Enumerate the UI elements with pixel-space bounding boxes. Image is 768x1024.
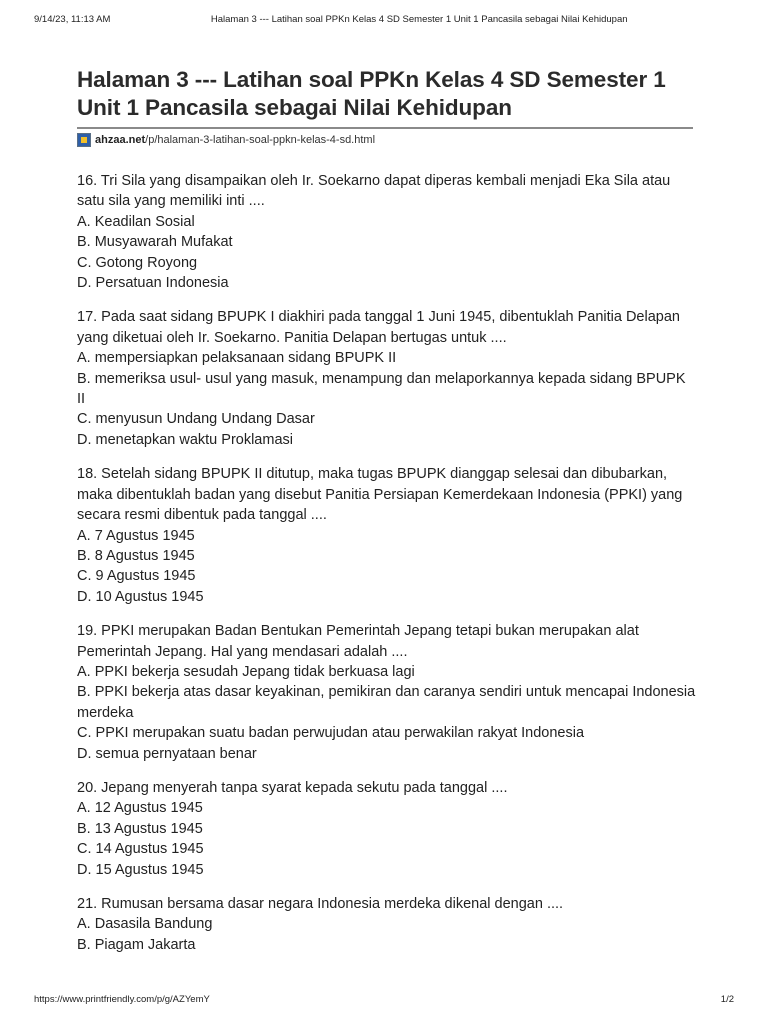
print-footer [34, 994, 734, 1005]
print-datetime: 9/14/23, 11:13 AM [34, 14, 111, 25]
question-text: 21. Rumusan bersama dasar negara Indonesia merdeka dikenal dengan .... [77, 896, 564, 912]
answer-option: C. 14 Agustus 1945 [77, 841, 204, 858]
question-text: 18. Setelah sidang BPUPK II ditutup, maka tugas BPUPK dianggap selesai dan dibubarkan, maka dibentuklah badan yang disebut Panitia Persiapan Kemerdekaan Indonesia (PPKI) yang secara resmi dibentuk pada tanggal .... [77, 466, 683, 524]
page-number: 1/2 [720, 994, 734, 1005]
question-20 [77, 778, 697, 880]
page-title: Halaman 3 --- Latihan soal PPKn Kelas 4 SD Semester 1 Unit 1 Pancasila sebagai Nilai Kehidupan [77, 67, 666, 120]
answer-option: B. PPKI bekerja atas dasar keyakinan, pemikiran dan caranya sendiri untuk mencapai Indonesia merdeka [77, 684, 696, 721]
answer-option: C. PPKI merupakan suatu badan perwujudan atau perwakilan rakyat Indonesia [77, 725, 585, 742]
answer-option: A. 12 Agustus 1945 [77, 800, 203, 817]
answer-option: B. 8 Agustus 1945 [77, 547, 195, 564]
answer-option: A. PPKI bekerja sesudah Jepang tidak berkuasa lagi [77, 663, 415, 680]
question-list [77, 171, 697, 969]
answer-option: B. 13 Agustus 1945 [77, 820, 203, 837]
question-16 [77, 171, 697, 293]
site-favicon-icon [77, 133, 91, 147]
source-domain[interactable]: ahzaa.net [95, 134, 146, 146]
answer-option: D. Persatuan Indonesia [77, 275, 229, 292]
answer-option: C. Gotong Royong [77, 254, 198, 271]
answer-option: D. menetapkan waktu Proklamasi [77, 431, 293, 448]
question-text: 19. PPKI merupakan Badan Bentukan Pemerintah Jepang tetapi bukan merupakan alat Pemerintah Jepang. Hal yang mendasari adalah .... [77, 623, 639, 660]
answer-option: A. 7 Agustus 1945 [77, 527, 195, 544]
question-text: 17. Pada saat sidang BPUPK I diakhiri pada tanggal 1 Juni 1945, dibentuklah Panitia Delapan yang diketuai oleh Ir. Soekarno. Panitia Delapan bertugas untuk .... [77, 309, 680, 346]
source-path[interactable]: /p/halaman-3-latihan-soal-ppkn-kelas-4-sd.html [145, 134, 376, 146]
answer-option: B. Musyawarah Mufakat [77, 234, 233, 251]
answer-option: D. 15 Agustus 1945 [77, 861, 204, 878]
answer-option: B. memeriksa usul- usul yang masuk, menampung dan melaporkannya kepada sidang BPUPK II [77, 370, 686, 408]
question-19 [77, 621, 697, 764]
question-text: 16. Tri Sila yang disampaikan oleh Ir. Soekarno dapat diperas kembali menjadi Eka Sila atau satu sila yang memiliki inti .... [77, 173, 671, 210]
question-text: 20. Jepang menyerah tanpa syarat kepada sekutu pada tanggal .... [77, 779, 508, 796]
answer-option: D. 10 Agustus 1945 [77, 588, 204, 605]
title-divider [77, 127, 693, 129]
question-18 [77, 464, 697, 607]
answer-option: C. 9 Agustus 1945 [77, 568, 196, 585]
question-21 [77, 894, 697, 955]
print-header [34, 14, 734, 25]
answer-option: A. mempersiapkan pelaksanaan sidang BPUPK II [77, 350, 397, 367]
answer-option: C. menyusun Undang Undang Dasar [77, 411, 315, 428]
source-link[interactable] [77, 133, 375, 147]
print-footer-url: https://www.printfriendly.com/p/g/AZYemY [34, 994, 210, 1005]
answer-option: D. semua pernyataan benar [77, 745, 257, 762]
answer-option: A. Dasasila Bandung [77, 916, 213, 933]
print-header-title: Halaman 3 --- Latihan soal PPKn Kelas 4 SD Semester 1 Unit 1 Pancasila sebagai Nilai Kehidupan [210, 14, 628, 25]
answer-option: B. Piagam Jakarta [77, 936, 196, 953]
answer-option: A. Keadilan Sosial [77, 213, 195, 230]
question-17 [77, 307, 697, 450]
